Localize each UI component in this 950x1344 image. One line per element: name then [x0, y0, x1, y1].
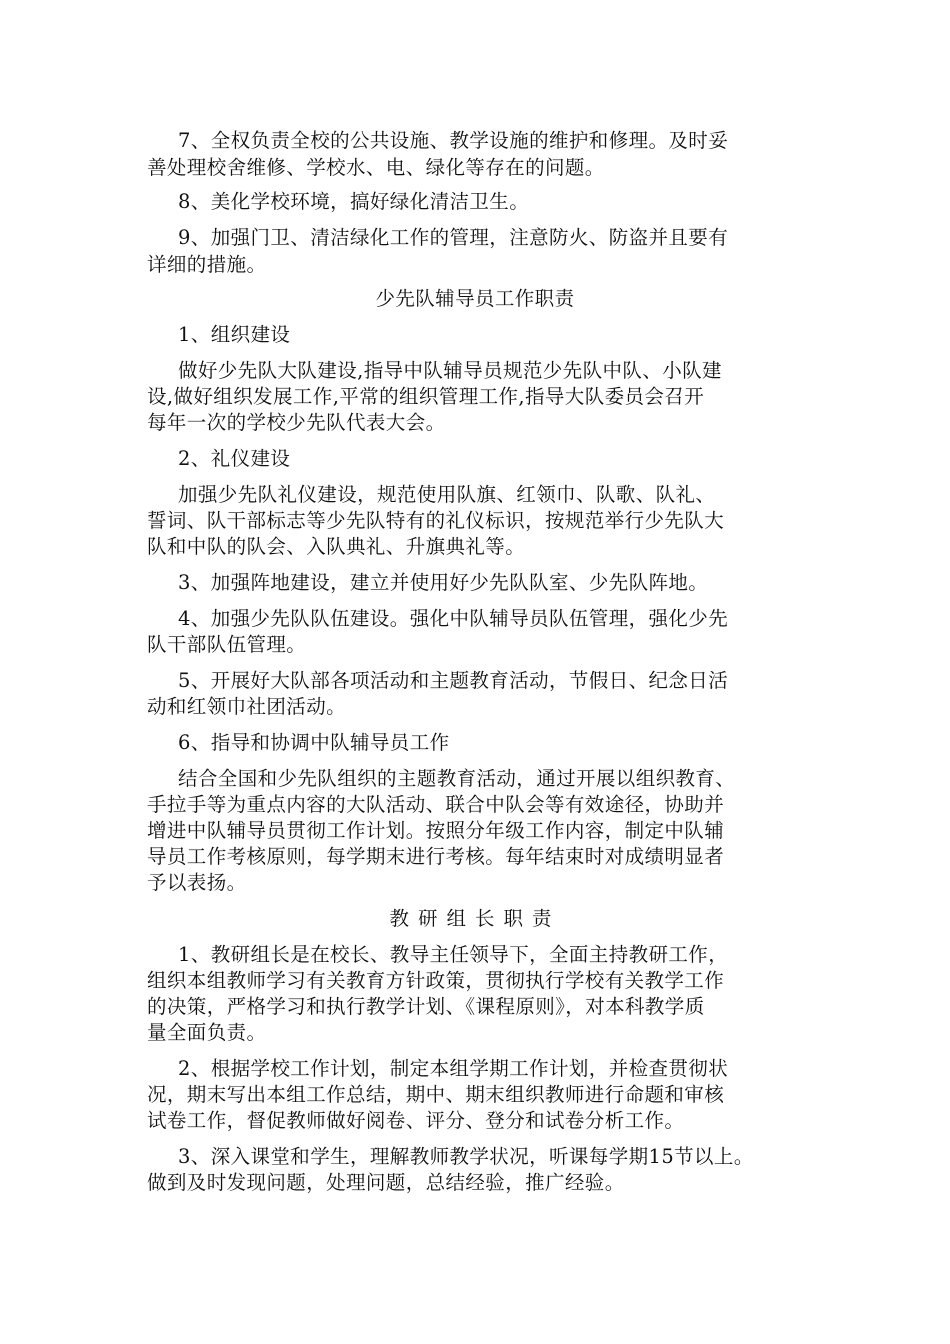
item-2-heading: 2、礼仪建设: [178, 447, 291, 470]
item-5-line-1: 5、开展好大队部各项活动和主题教育活动，节假日、纪念日活: [178, 669, 729, 692]
paragraph-8-line-1: 8、美化学校环境，搞好绿化清洁卫生。: [178, 190, 530, 213]
section-title-teaching-research: 教研组长职责: [389, 907, 561, 930]
research-item-1-line-2: 组织本组教师学习有关教育方针政策，贯彻执行学校有关教学工作: [147, 969, 725, 992]
item-6-body-line-4: 导员工作考核原则，每学期末进行考核。每年结束时对成绩明显者: [147, 845, 725, 868]
item-1-body-line-3: 每年一次的学校少先队代表大会。: [147, 411, 446, 434]
item-6-body-line-2: 手拉手等为重点内容的大队活动、联合中队会等有效途径，协助并: [147, 793, 725, 816]
research-item-3-line-2: 做到及时发现问题，处理问题，总结经验，推广经验。: [147, 1171, 625, 1194]
research-item-3-line-1: 3、深入课堂和学生，理解教师教学状况，听课每学期15节以上。: [178, 1145, 754, 1168]
item-4-line-1: 4、加强少先队队伍建设。强化中队辅导员队伍管理，强化少先: [178, 607, 729, 630]
research-item-2-line-1: 2、根据学校工作计划，制定本组学期工作计划，并检查贯彻状: [178, 1057, 729, 1080]
paragraph-7-line-1: 7、全权负责全校的公共设施、教学设施的维护和修理。及时妥: [178, 129, 729, 152]
item-3-line-1: 3、加强阵地建设，建立并使用好少先队队室、少先队阵地。: [178, 571, 709, 594]
item-1-body-line-2: 设,做好组织发展工作,平常的组织管理工作,指导大队委员会召开: [147, 385, 705, 408]
item-6-body-line-3: 增进中队辅导员贯彻工作计划。按照分年级工作内容，制定中队辅: [147, 819, 725, 842]
item-6-body-line-1: 结合全国和少先队组织的主题教育活动，通过开展以组织教育、: [178, 767, 736, 790]
paragraph-9-line-1: 9、加强门卫、清洁绿化工作的管理，注意防火、防盗并且要有: [178, 226, 729, 249]
research-item-2-line-3: 试卷工作，督促教师做好阅卷、评分、登分和试卷分析工作。: [147, 1109, 685, 1132]
item-5-line-2: 动和红领巾社团活动。: [147, 695, 347, 718]
research-item-2-line-2: 况，期末写出本组工作总结，期中、期末组织教师进行命题和审核: [147, 1083, 725, 1106]
research-item-1-line-4: 量全面负责。: [147, 1021, 267, 1044]
paragraph-9-line-2: 详细的措施。: [147, 253, 267, 276]
research-item-1-line-1: 1、教研组长是在校长、教导主任领导下，全面主持教研工作，: [178, 943, 729, 966]
paragraph-7-line-2: 善处理校舍维修、学校水、电、绿化等存在的问题。: [147, 156, 605, 179]
item-2-body-line-3: 队和中队的队会、入队典礼、升旗典礼等。: [147, 535, 526, 558]
item-1-body-line-1: 做好少先队大队建设,指导中队辅导员规范少先队中队、小队建: [178, 359, 722, 382]
item-1-heading: 1、组织建设: [178, 323, 291, 346]
research-item-1-line-3: 的决策，严格学习和执行教学计划、《课程原则》，对本科教学质: [147, 995, 705, 1018]
item-2-body-line-1: 加强少先队礼仪建设，规范使用队旗、红领巾、队歌、队礼、: [178, 483, 716, 506]
item-6-body-line-5: 予以表扬。: [147, 871, 247, 894]
item-4-line-2: 队干部队伍管理。: [147, 633, 307, 656]
item-2-body-line-2: 誓词、队干部标志等少先队特有的礼仪标识，按规范举行少先队大: [147, 509, 725, 532]
section-title-young-pioneers: 少先队辅导员工作职责: [375, 287, 575, 310]
item-6-heading: 6、指导和协调中队辅导员工作: [178, 731, 450, 754]
